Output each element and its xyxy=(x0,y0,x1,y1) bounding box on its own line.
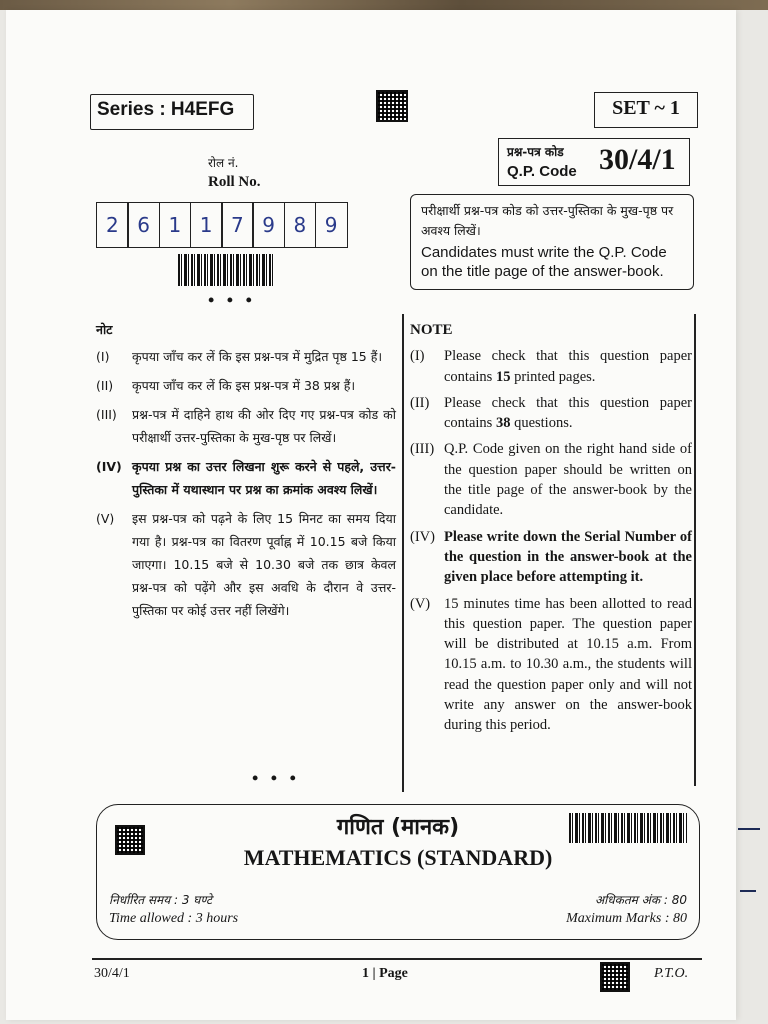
roll-digit[interactable]: 1 xyxy=(190,202,223,248)
note-item-number: (II) xyxy=(410,394,430,411)
note-heading: NOTE xyxy=(410,322,453,338)
subject-title: MATHEMATICS (STANDARD) xyxy=(243,845,553,870)
roll-digit[interactable]: 9 xyxy=(252,202,285,248)
exam-page xyxy=(6,10,736,1020)
set-label: SET ~ 1 xyxy=(612,97,680,119)
roll-digit[interactable]: 2 xyxy=(96,202,129,248)
note-item-text: कृपया जाँच कर लें कि इस प्रश्न-पत्र में 38 प्रश्न हैं। xyxy=(132,378,356,393)
note-item-text: Q.P. Code given on the right hand side of the question paper should be written on the title page of the answer-book by the candidate. xyxy=(444,441,692,519)
set-box xyxy=(594,92,698,128)
note-item-number: (V) xyxy=(410,595,431,612)
note-item-hindi xyxy=(96,345,396,368)
barcode-icon xyxy=(178,254,274,286)
time-allowed: Time allowed : 3 hours xyxy=(109,911,239,926)
subject-title-hindi: गणित (मानक) xyxy=(336,815,460,840)
note-item-hindi xyxy=(96,507,396,622)
footer-rule xyxy=(92,958,702,960)
note-item xyxy=(410,439,692,520)
time-allowed-hindi: निर्धारित समय : 3 घण्टे xyxy=(109,893,213,907)
note-heading-hindi: नोट xyxy=(96,322,113,337)
qr-code-icon xyxy=(376,90,408,122)
candidate-instruction-hindi: परीक्षार्थी प्रश्न-पत्र कोड को उत्तर-पुस्तिका के मुख-पृष्ठ पर अवश्य लिखें। xyxy=(421,203,674,238)
roll-digit[interactable]: 9 xyxy=(315,202,348,248)
note-item-number: (IV) xyxy=(96,459,122,474)
note-item-text: Please check that this question paper contains 15 printed pages. xyxy=(444,348,692,385)
roll-number-boxes[interactable] xyxy=(96,202,358,248)
qp-code-box xyxy=(498,138,690,186)
qp-code-label: Q.P. Code xyxy=(507,163,577,180)
roll-digit[interactable]: 8 xyxy=(284,202,317,248)
note-item-number: (II) xyxy=(96,378,114,393)
series-box xyxy=(90,94,254,130)
note-item-text: 15 minutes time has been allotted to read this question paper. The question paper will be distributed at 10.15 a.m. From 10.15 a.m. to 10.30 a.m., the students will read the question paper only and will not write any answer on the answer-book during this period. xyxy=(444,595,692,734)
page-number: 1 | Page xyxy=(362,966,408,981)
note-item-number: (I) xyxy=(410,348,425,365)
subject-box xyxy=(96,804,700,940)
roll-digit[interactable]: 1 xyxy=(159,202,192,248)
pen-mark xyxy=(738,828,760,830)
note-item xyxy=(410,527,692,588)
note-item-text: Please write down the Serial Number of the question in the answer-book at the given place before attempting it. xyxy=(444,528,692,586)
roll-label-hindi: रोल नं. xyxy=(208,156,239,170)
right-margin-line xyxy=(694,314,696,786)
series-label: Series : H4EFG xyxy=(97,99,235,120)
max-marks: Maximum Marks : 80 xyxy=(566,911,687,926)
note-item-text: कृपया प्रश्न का उत्तर लिखना शुरू करने से पहले, उत्तर-पुस्तिका में यथास्थान पर प्रश्न का क्रमांक अवश्य लिखें। xyxy=(132,459,396,497)
note-english-column xyxy=(410,320,692,742)
separator-dots: • • • xyxy=(208,290,256,310)
note-item xyxy=(410,393,692,434)
qp-code-value: 30/4/1 xyxy=(599,143,676,176)
note-item-hindi xyxy=(96,455,396,501)
note-hindi-column xyxy=(96,318,396,628)
background-strip xyxy=(0,0,768,10)
roll-digit[interactable]: 6 xyxy=(127,202,160,248)
candidate-instruction: Candidates must write the Q.P. Code on the title page of the answer-book. xyxy=(421,244,667,280)
candidate-instruction-box xyxy=(410,194,694,290)
note-item-number: (III) xyxy=(410,441,435,458)
note-item-hindi xyxy=(96,374,396,397)
column-divider xyxy=(402,314,404,792)
footer-code: 30/4/1 xyxy=(94,966,130,981)
note-item-hindi xyxy=(96,403,396,449)
note-item-text: इस प्रश्न-पत्र को पढ़ने के लिए 15 मिनट का समय दिया गया है। प्रश्न-पत्र का वितरण पूर्वाह्न में 10.15 बजे किया जाएगा। 10.15 बजे से 10.30 बजे तक छात्र केवल प्रश्न-पत्र को पढ़ेंगे और इस अवधि के दौरान वे उत्तर-पुस्तिका पर कोई उत्तर नहीं लिखेंगे। xyxy=(132,511,396,618)
pto-label: P.T.O. xyxy=(654,966,689,981)
note-item-number: (III) xyxy=(96,407,117,422)
separator-dots: • • • xyxy=(252,768,300,788)
note-item xyxy=(410,346,692,387)
qp-code-label-hindi: प्रश्न-पत्र कोड xyxy=(507,145,564,159)
roll-label: Roll No. xyxy=(208,174,261,190)
pen-mark xyxy=(740,890,756,892)
note-item xyxy=(410,594,692,736)
roll-digit[interactable]: 7 xyxy=(221,202,254,248)
qr-code-icon xyxy=(600,962,630,992)
note-item-number: (IV) xyxy=(410,528,435,545)
max-marks-hindi: अधिकतम अंक : 80 xyxy=(594,893,687,907)
note-item-text: Please check that this question paper contains 38 questions. xyxy=(444,394,692,432)
note-item-text: प्रश्न-पत्र में दाहिने हाथ की ओर दिए गए प्रश्न-पत्र कोड को परीक्षार्थी उत्तर-पुस्तिका के मुख-पृष्ठ पर लिखें। xyxy=(132,407,396,445)
note-item-text: कृपया जाँच कर लें कि इस प्रश्न-पत्र में मुद्रित पृष्ठ 15 हैं। xyxy=(132,349,383,364)
note-item-number: (I) xyxy=(96,349,110,364)
note-item-number: (V) xyxy=(96,511,115,526)
